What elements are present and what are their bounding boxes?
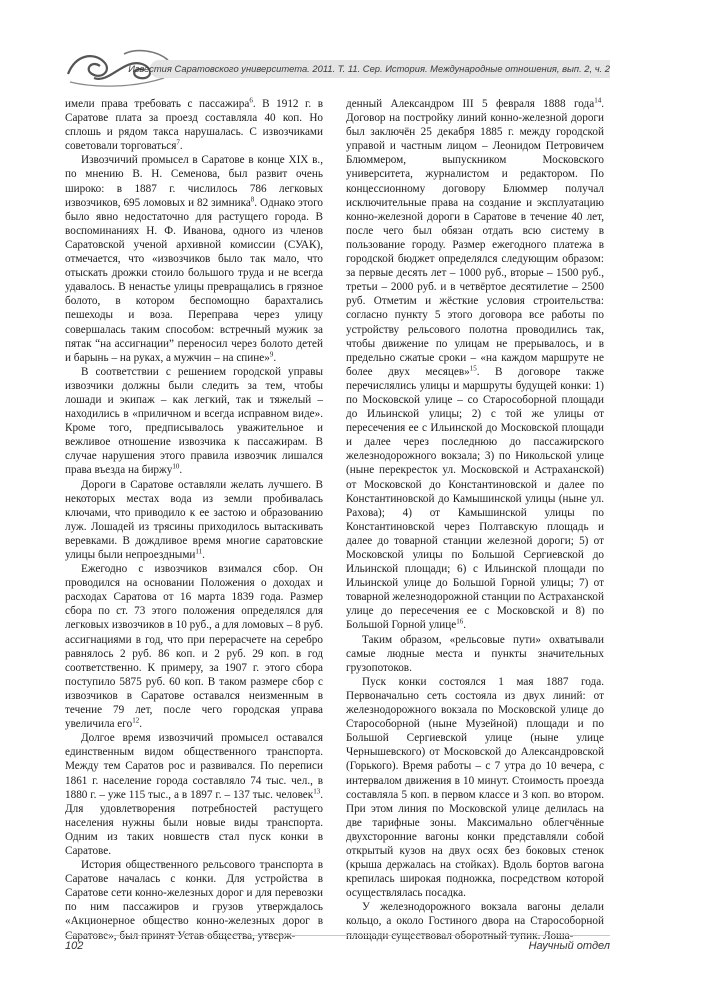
paragraph-text: .: [273, 351, 277, 364]
paragraph: [65, 153, 323, 364]
paragraph-text: Пуск конки состоялся 1 мая 1887 года. Первоначально сеть состояла из двух линий: от железнодорожного вокзала по Московской улице до Старособорной (ныне Музейной) площади и по Большой Сергиевской улице (ныне улице Чернышевского) от Московской до Александровской (Горького). Время работы – с 7 утра до 10 вечера, с интервалом движения в 10 минут. Стоимость проезда составляла 5 коп. в первом классе и 3 коп. во втором. При этом линия по Московской улице делилась на две тарифные зоны. Максимально облегчённые двухсторонние вагоны конки представляли собой открытый кузов на двух осях без боковых стенок (крыша держалась на стойках). Вдоль бортов вагона крепилась широкая подножка, посредством которой осуществлялась посадка.: [346, 675, 604, 900]
paragraph-text: История общественного рельсового транспорта в Саратове началась с конки. Для устройства в Саратове сети конно-железных дорог и для перевозки по ним пассажиров и грузов утверждалось «Акционерное общество конно-железных дорог в: [65, 859, 323, 928]
paragraph: [346, 900, 604, 942]
footnote-ref: 9: [269, 349, 274, 358]
paragraph: [65, 365, 323, 478]
footnote-ref: 8: [250, 194, 255, 203]
paragraph: [346, 633, 604, 675]
footer-divider: [65, 935, 610, 936]
paragraph-text: В соответствии с решением городской управы извозчики должны были следить за тем, чтобы лошади и экипаж – как легкий, так и тяжелый – находились в «приличном и всегда исправном виде». Кроме того, предписывалось уважительное и вежливое отношение извозчика к пассажирам. В случае нарушения этого правила извозчик лишался права въезда на биржу: [65, 365, 323, 477]
paragraph-text: .: [179, 140, 183, 153]
paragraph: [65, 731, 323, 858]
paragraph-text: . В договоре также перечислялись улицы и маршруты будущей конки: 1) по Московской улице – со Старособорной площади до Ильинской улицы; 2) с той же улицы от пересечения ее с Ильинской до Московской площади и далее через последнюю до пассажирского железнодорожного вокзала; 3) по Никольской улице (ныне перекресток ул. Московской и Астраханской) от Московской до Константиновской и далее по Константиновской до Камышинской улицы (ныне ул. Рахова); 4) от Камышинской улицы по Константиновской через Полтавскую площадь и далее до товарной станции железной дороги; 5) от Московской улицы по Большой Сергиевской до Ильинской площади; 6) с Ильинской площади по Ильинской улице до Большой Горной улицы; 7) от товарной железнодорожной станции по Астраханской улице до пересечения ее с Московской и 8) по Большой Горной улице: [346, 365, 604, 632]
paragraph: [65, 97, 323, 153]
paragraph-text: У железнодорожного вокзала вагоны делали кольцо, а около Гостиного двора на Старособорной: [346, 901, 604, 928]
paragraph-text: . В 1912 г. в Саратове плата за проезд составляла 40 коп. Но сплошь и рядом такса нарушалась. С извозчиками советовали торговаться: [65, 98, 323, 153]
footnote-ref: 6: [249, 96, 253, 105]
paragraph: [65, 478, 323, 563]
footnote-ref: 13: [313, 786, 321, 795]
paragraph: [65, 562, 323, 731]
right-column: [346, 97, 604, 943]
paragraph-text: Долгое время извозчичий промысел оставался единственным видом общественного транспорта. Между тем Саратов рос и развивался. По переписи 1861 г. население города составляло 74 тыс. чел., в 1880 г. – уже 115 тыс., а в 1897 г. – 137 тыс. человек: [65, 732, 323, 801]
paragraph-text: . Однако этого было явно недостаточно для растущего города. В воспоминаниях Н. Ф. Иванова, одного из членов Саратовской ученой архивной комиссии (СУАК), отмечается, что «извозчиков было так мало, что отыскать дрожки стоило большого труда и не всегда удавалось. В ненастье улицы превращались в грязное болото, в котором беспомощно барахтались пешеходы и воза. Переправа через улицу совершалась таким способом: встречный мужик за пятак “на ассигнации” переносил через болото детей и барынь – на руках, а мужчин – на спине»: [65, 196, 323, 364]
paragraph: [346, 97, 604, 633]
paragraph-text: Таким образом, «рельсовые пути» охватывали самые людные места и пункты значительных грузопотоков.: [346, 633, 604, 674]
paragraph-text: .: [202, 549, 205, 561]
paragraph-text: Извозчичий промысел в Саратове в конце XIX в., по мнению В. Н. Семенова, был развит очень широко: в 1887 г. числилось 786 легковых извозчиков, 695 ломовых и 82 зимника: [65, 154, 323, 209]
paragraph-text: денный Александром III 5 февраля 1888 года: [346, 98, 595, 110]
paragraph: [346, 675, 604, 901]
section-name: Научный отдел: [528, 940, 610, 952]
footnote-ref: 7: [176, 138, 180, 147]
paragraph-text: . Договор на постройку линий конно-железной дороги был заключён 25 декабря 1885 г. между городской управой и частным лицом – Леонидом Петровичем Блюммером, выпускником Московского университета, журналистом и редактором. По концессионному договору Блюммер получал исключительные права на создание и эксплуатацию конно-железной дороги в Саратове в течение 40 лет, после чего был обязан отдать всю систему в пользование городу. Размер ежегодного платежа в городской бюджет определялся следующим образом: за первые десять лет – 1000 руб., вторые – 1500 руб., третьи – 2000 руб. и в четвёртое десятилетие – 2500 руб. Отметим и жёсткие условия строительства: согласно пункту 5 этого договора все работы по устройству рельсового полотна проводились так, чтобы движение по улицам не прерывалось, и в предельно сжатые сроки – «на каждом маршруте не более двух месяцев»: [346, 98, 604, 378]
footnote-ref: 15: [469, 364, 477, 373]
paragraph-text: Дороги в Саратове оставляли желать лучшего. В некоторых местах вода из земли пробивалась ключами, что приводило к ее застою и образованию луж. Лошадей из трясины приходилось вытаскивать веревками. В дождливое время многие саратовские улицы были непроездными: [65, 478, 323, 561]
paragraph-text: .: [179, 464, 183, 477]
paragraph-text: имели права требовать с пассажира: [65, 98, 250, 110]
paragraph-text: .: [139, 718, 142, 731]
page-number: 102: [65, 940, 84, 952]
left-column: [65, 97, 323, 943]
footnote-ref: 14: [594, 96, 602, 105]
paragraph-text: . Для удовлетворения потребностей растущего населения нужны были новые виды транспорта. Одним из таких новшеств стал пуск конки в Саратове.: [65, 788, 323, 857]
footnote-ref: 16: [456, 617, 464, 626]
journal-title: Известия Саратовского университета. 2011. Т. 11. Сер. История. Международные отношения, вып. 2, ч. 2: [128, 63, 610, 74]
footnote-ref: 11: [195, 547, 203, 556]
footnote-ref: 12: [132, 716, 140, 725]
footnote-ref: 10: [172, 462, 180, 471]
paragraph: [65, 858, 323, 943]
paragraph-text: Ежегодно с извозчиков взимался сбор. Он проводился на основании Положения о доходах и расходах Саратова от 16 марта 1839 года. Размер сбора по ст. 73 этого положения определялся для легковых извозчиков в 10 руб., а для ломовых – 8 руб. ассигнациями в год, что при перерасчете на серебро равнялось 2 руб. 86 коп. и 2 руб. 29 коп. в год соответственно. К примеру, за 1907 г. этого сбора поступило 5875 руб. 60 коп. В таком размере сбор с извозчиков в Саратове оставался неизменным в течение 79 лет, после чего городская управа увеличила его: [65, 563, 323, 731]
paragraph-text: .: [463, 619, 467, 632]
